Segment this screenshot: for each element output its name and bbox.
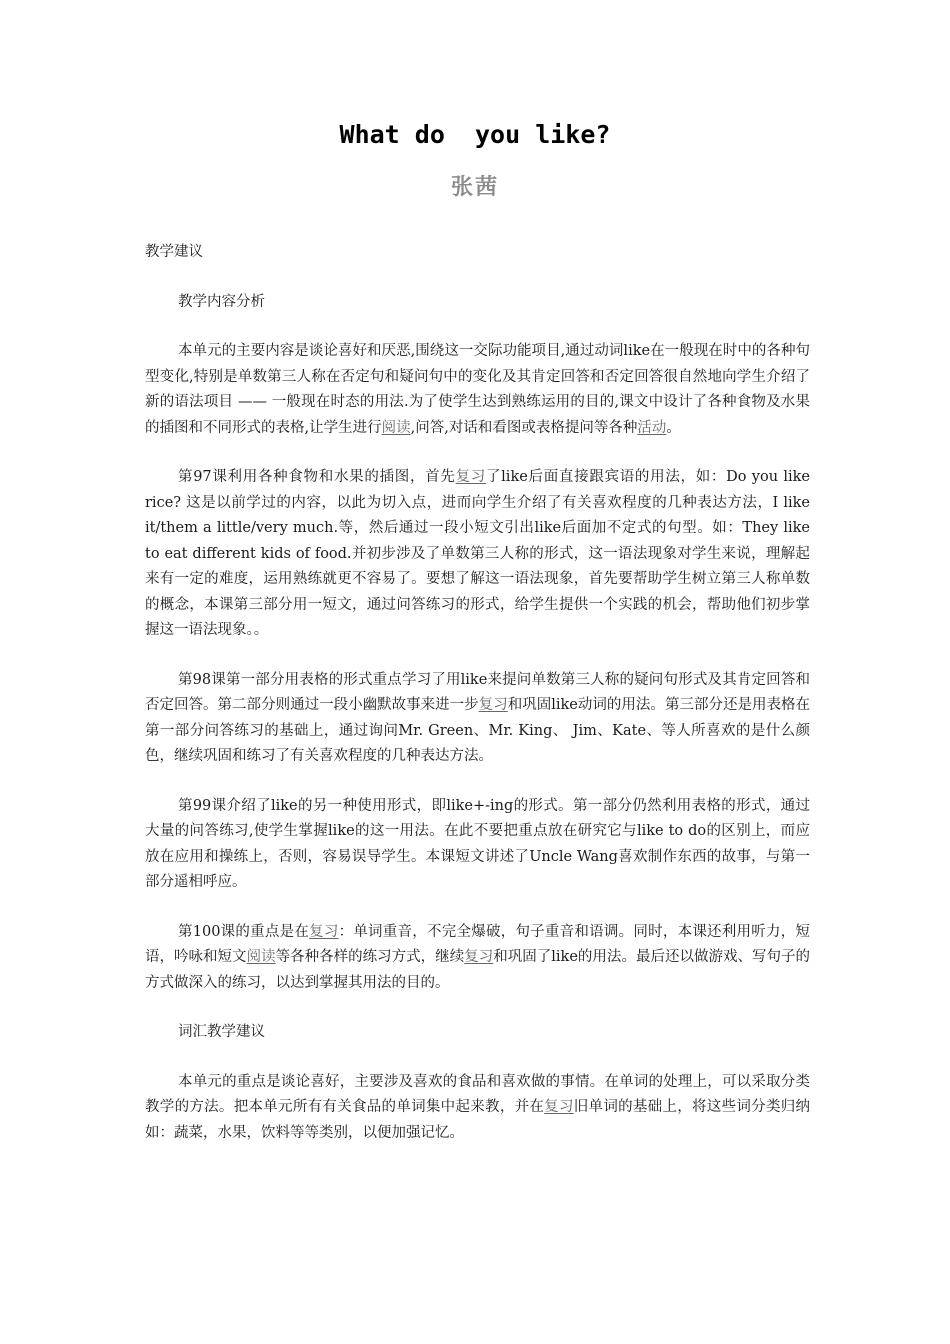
link-reading[interactable]: 阅读 <box>381 419 411 436</box>
text-segment: ：单词重音，不完全爆破，句子重音和语调。同时，本课还利用听力，短语，吟咏和短文 <box>145 923 810 965</box>
link-review[interactable]: 复习 <box>455 469 486 485</box>
text-segment: 。 <box>666 419 681 436</box>
text-segment: 第98课第一部分用表格的形式重点学习了用like来提问单数第三人称的疑问句形式及其肯定回答和否定回答。第二部分则通过一段小幽默故事来进一步 <box>145 671 810 713</box>
text-segment: 和巩固了like的用法。最后还以做游戏、写句子的方式做深入的练习，以达到掌握其用法的目的。 <box>145 949 811 991</box>
paragraph-unit-overview <box>145 339 810 441</box>
link-review[interactable]: 复习 <box>309 923 339 940</box>
text-segment: 了like后面直接跟宾语的用法，如：Do you like rice? 这是以前学过的内容，以此为切入点，进而向学生介绍了有关喜欢程度的几种表达方法，I like it/them a little/very much.等，然后通过一段小短文引出like后面加不定式的句型。如：They like to eat different kids of food.并初步涉及了单数第三人称的形式，这一语法现象对学生来说，理解起来有一定的难度，运用熟练就更不容易了。要想了解这一语法现象，首先要帮助学生树立第三人称单数的概念，本课第三部分用一短文，通过问答练习的形式，给学生提供一个实践的机会，帮助他们初步掌握这一语法现象。。 <box>145 469 810 638</box>
link-activity[interactable]: 活动 <box>637 419 667 436</box>
paragraph-lesson-98 <box>145 668 810 770</box>
paragraph-vocabulary <box>145 1070 810 1147</box>
link-review[interactable]: 复习 <box>464 949 494 965</box>
author-name: 张茜 <box>450 175 499 200</box>
paragraph-lesson-99: 第99课介绍了like的另一种使用形式，即like+-ing的形式。第一部分仍然利用表格的形式，通过大量的问答练习,使学生掌握like的这一用法。在此不要把重点放在研究它与like to do的区别上，而应放在应用和操练上，否则，容易误导学生。本课短文讲述了Uncle Wang喜欢制作东西的故事，与第一部分遥相呼应。 <box>145 797 810 890</box>
link-review[interactable]: 复习 <box>478 697 508 713</box>
document-body <box>145 240 810 1170</box>
text-segment: 本单元的主要内容是谈论喜好和厌恶,围绕这一交际功能项目,通过动词like在一般现在时中的各种句型变化,特别是单数第三人称在否定句和疑问句中的变化及其肯定回答和否定回答很自然地向学生介绍了新的语法项目 —— 一般现在时态的用法.为了使学生达到熟练运用的目的,课文中设计了各种食物及水果的插图和不同形式的表格,让学生进行 <box>145 343 810 436</box>
section-heading: 教学建议 <box>145 244 203 260</box>
vocabulary-heading: 词汇教学建议 <box>178 1024 265 1040</box>
text-segment: 第100课的重点是在 <box>178 923 310 940</box>
link-review[interactable]: 复习 <box>544 1099 574 1115</box>
text-segment: 和巩固like动词的用法。第三部分还是用表格在第一部分问答练习的基础上，通过询问Mr. Green、Mr. King、 Jim、Kate、等人所喜欢的是什么颜色，继续巩固和练习了有关喜欢程度的几种表达方法。 <box>145 697 811 764</box>
paragraph-lesson-97 <box>145 465 810 644</box>
text-segment: 旧单词的基础上，将这些词分类归纳如：蔬菜，水果，饮料等等类别，以便加强记忆。 <box>145 1099 811 1141</box>
link-reading[interactable]: 阅读 <box>246 949 276 965</box>
text-segment: ,问答,对话和看图或表格提问等各种 <box>410 419 638 436</box>
text-segment: 第97课利用各种食物和水果的插图，首先 <box>178 469 456 485</box>
paragraph-lesson-100 <box>145 920 810 997</box>
document-title: What do you like? <box>339 120 611 149</box>
text-segment: 本单元的重点是谈论喜好，主要涉及喜欢的食品和喜欢做的事情。在单词的处理上，可以采取分类教学的方法。把本单元所有有关食品的单词集中起来教，并在 <box>145 1073 810 1115</box>
text-segment: 等各种各样的练习方式，继续 <box>275 949 465 965</box>
content-analysis-heading: 教学内容分析 <box>178 293 265 310</box>
